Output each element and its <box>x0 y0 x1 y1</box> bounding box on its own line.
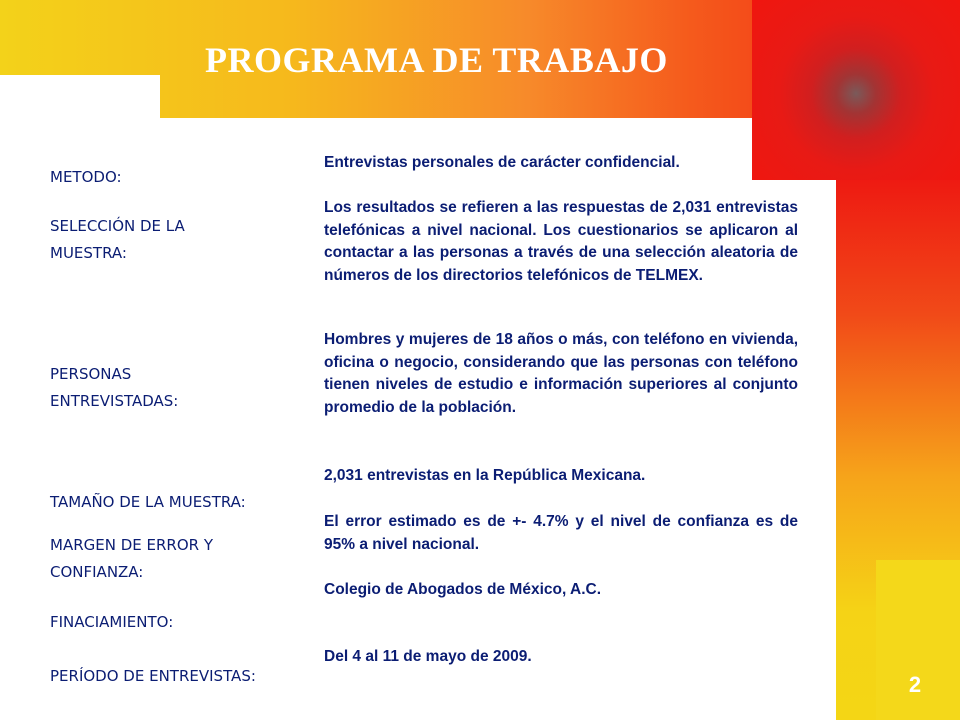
value-seleccion: Los resultados se refieren a las respuestas de 2,031 entrevistas telefónicas a nivel nacional. Los cuestionarios se aplicaron al contactar a las personas a través de una selección aleatoria de números de los directorios telefónicos de TELMEX. <box>324 199 798 284</box>
value-personas: Hombres y mujeres de 18 años o más, con teléfono en vivienda, oficina o negocio, considerando que las personas con teléfono tienen niveles de estudio e información superiores al conjunto promedio de la población. <box>324 331 798 416</box>
label-margen: MARGEN DE ERROR Y CONFIANZA: <box>50 536 213 581</box>
value-periodo: Del 4 al 11 de mayo de 2009. <box>324 648 532 665</box>
label-personas: PERSONAS ENTREVISTADAS: <box>50 365 179 410</box>
header-white-notch <box>0 75 160 118</box>
page-number: 2 <box>908 672 922 697</box>
label-financiamiento: FINACIAMIENTO: <box>50 613 174 631</box>
value-financiamiento: Colegio de Abogados de México, A.C. <box>324 581 602 598</box>
label-tamano: TAMAÑO DE LA MUESTRA: <box>50 493 246 511</box>
label-seleccion: SELECCIÓN DE LA MUESTRA: <box>50 217 185 262</box>
label-periodo: PERÍODO DE ENTREVISTAS: <box>50 667 256 685</box>
value-tamano: 2,031 entrevistas en la República Mexicana. <box>324 467 646 484</box>
value-metodo: Entrevistas personales de carácter confidencial. <box>324 154 680 171</box>
slide-title: PROGRAMA DE TRABAJO <box>205 40 668 80</box>
value-margen: El error estimado es de +- 4.7% y el nivel de confianza es de 95% a nivel nacional. <box>324 513 798 553</box>
label-metodo: METODO: <box>50 168 122 186</box>
